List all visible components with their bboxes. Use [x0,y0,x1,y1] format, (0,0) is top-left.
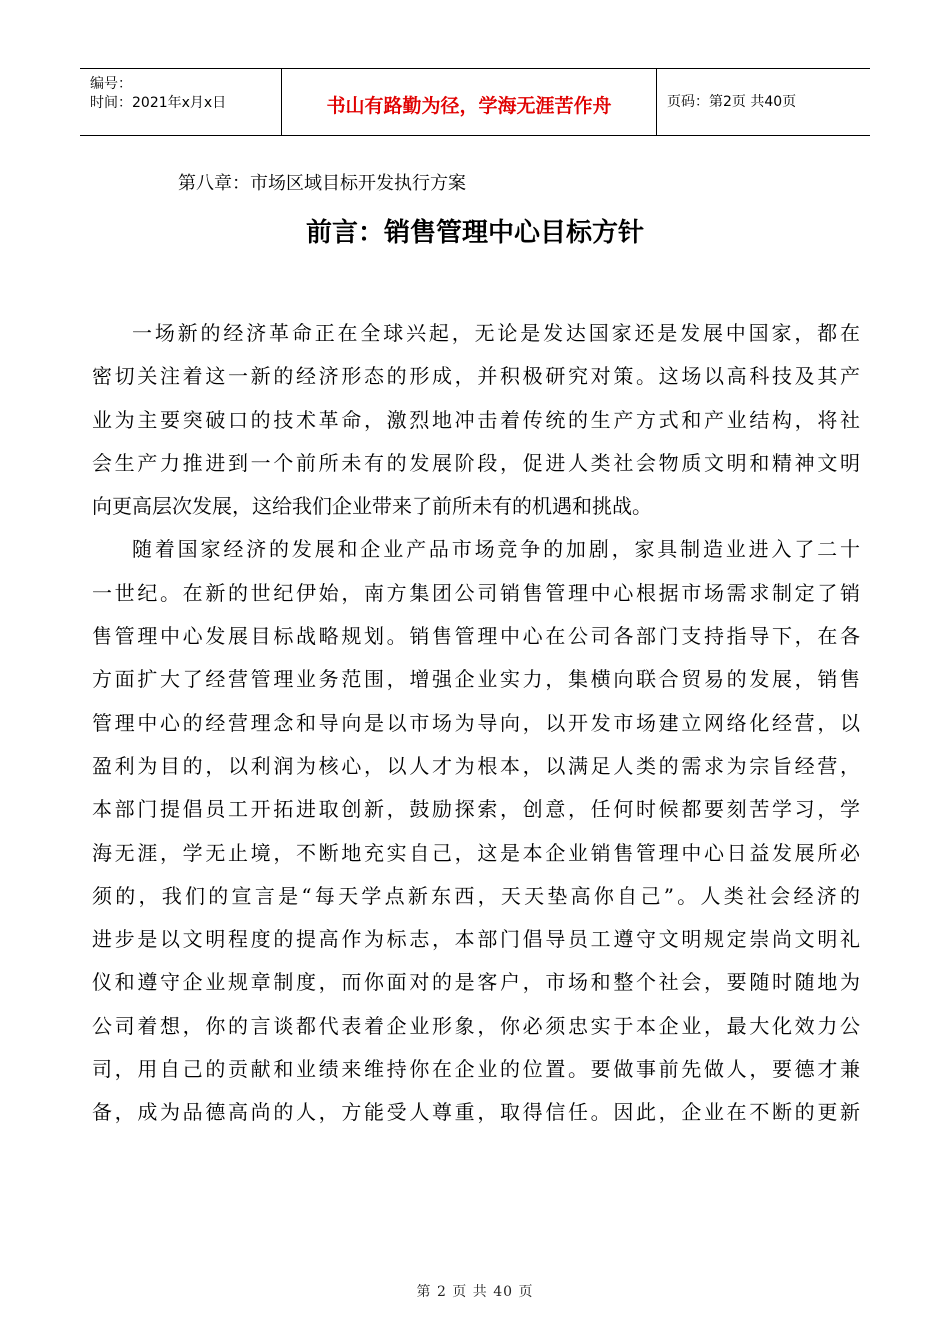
text-line: 向更高层次发展，这给我们企业带来了前所未有的机遇和挑战。 [92,494,652,519]
paragraph [92,312,860,528]
text-line: 海无涯，学无止境，不断地充实自己，这是本企业销售管理中心日益发展所必 [92,840,860,865]
text-line: 方面扩大了经营管理业务范围，增强企业实力，集横向联合贸易的发展，销售 [92,667,860,692]
text-line: 进步是以文明程度的提高作为标志，本部门倡导员工遵守文明规定崇尚文明礼 [92,927,860,952]
text-line: 管理中心的经营理念和导向是以市场为导向，以开发市场建立网络化经营，以 [92,710,860,735]
document-date: 时间：2021年x月x日 [90,95,227,111]
text-line: 司，用自己的贡献和业绩来维持你在企业的位置。要做事前先做人，要德才兼 [92,1057,860,1082]
text-line: 一世纪。在新的世纪伊始，南方集团公司销售管理中心根据市场需求制定了销 [92,580,860,605]
header-meta [80,69,282,135]
header-page-info: 页码：第2页 共40页 [667,94,797,110]
text-line: 备，成为品德高尚的人，方能受人尊重，取得信任。因此，企业在不断的更新 [92,1100,860,1125]
text-line: 随着国家经济的发展和企业产品市场竞争的加剧，家具制造业进入了二十 [132,537,860,562]
text-line: 一场新的经济革命正在全球兴起，无论是发达国家还是发展中国家，都在 [132,321,860,345]
body-text [92,312,860,1135]
footer-page-number: 第 2 页 共 40 页 [416,1284,534,1300]
header-motto: 书山有路勤为径，学海无涯苦作舟 [282,69,657,135]
document-code-label: 编号： [90,76,132,92]
text-line: 公司着想，你的言谈都代表着企业形象，你必须忠实于本企业，最大化效力公 [92,1013,860,1038]
text-line: 业为主要突破口的技术革命，激烈地冲击着传统的生产方式和产业结构，将社 [92,407,860,432]
chapter-heading: 第八章：市场区域目标开发执行方案 [178,173,466,194]
document-title: 前言：销售管理中心目标方针 [305,218,644,248]
page-header [80,68,870,136]
text-line: 本部门提倡员工开拓进取创新，鼓励探索，创意，任何时候都要刻苦学习，学 [92,797,860,822]
paragraph [92,528,860,1134]
text-line: 售管理中心发展目标战略规划。销售管理中心在公司各部门支持指导下，在各 [92,624,860,649]
text-line: 密切关注着这一新的经济形态的形成，并积极研究对策。这场以高科技及其产 [92,364,860,389]
text-line: 会生产力推进到一个前所未有的发展阶段，促进人类社会物质文明和精神文明 [92,450,860,475]
text-line: 仪和遵守企业规章制度，而你面对的是客户，市场和整个社会，要随时随地为 [92,970,860,995]
text-line: 须的，我们的宣言是“每天学点新东西，天天垫高你自己”。人类社会经济的 [92,883,860,908]
text-line: 盈利为目的，以利润为核心，以人才为根本，以满足人类的需求为宗旨经营， [92,753,860,778]
